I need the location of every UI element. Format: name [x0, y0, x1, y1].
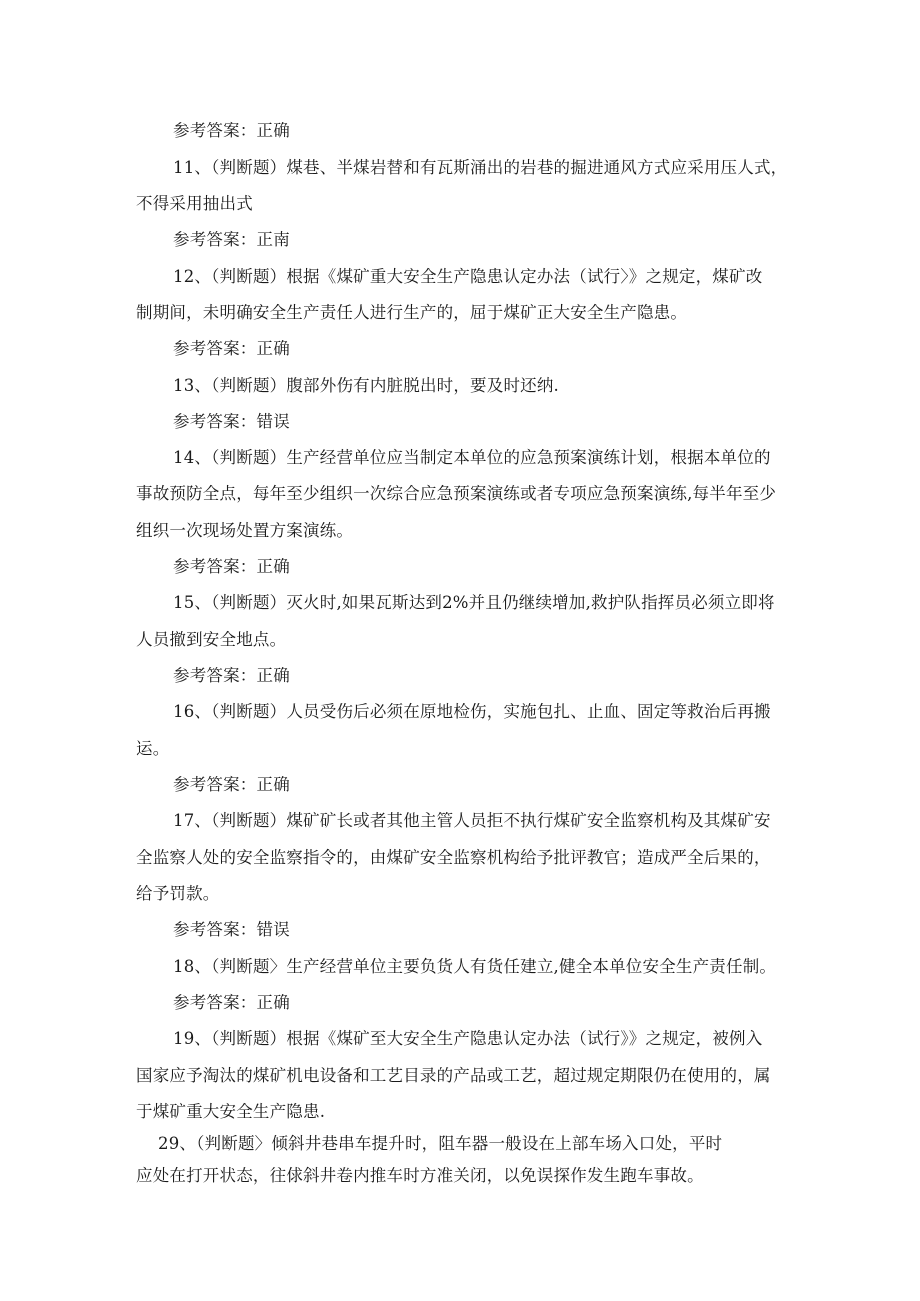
question-14-cont: 事故预防全点，每年至少组织一次综合应急预案演练或者专项应急预案演练,每半年至少 [136, 484, 777, 503]
question-14: 14、（判断题）生产经营单位应当制定本单位的应急预案演练计划，根据本单位的 [173, 448, 771, 467]
question-19-cont: 国家应予淘汰的煤矿机电设备和工艺目录的产品或工艺，超过规定期限仍在使用的，属 [136, 1066, 771, 1085]
answer-line: 参考答案：正确 [173, 339, 290, 358]
answer-line: 参考答案：正确 [173, 666, 290, 685]
answer-line: 参考答案：正南 [173, 230, 290, 249]
question-14-cont: 组织一次现场处置方案演练。 [136, 521, 354, 540]
question-11-cont: 不得采用抽出式 [136, 194, 253, 213]
question-12-cont: 制期间，未明确安全生产责任人进行生产的，屈于煤矿正大安全生产隐患。 [136, 303, 688, 322]
question-19: 19、（判断题）根据《煤矿至大安全生产隐患认定办法（试行》》之规定，被例入 [173, 1029, 763, 1048]
question-16-cont: 运。 [136, 739, 170, 758]
question-19-cont: 于煤矿重大安全生产隐患. [136, 1102, 326, 1121]
question-11: 11、（判断题）煤巷、半煤岩替和有瓦斯涌出的岩巷的掘进通风方式应采用压人式， [173, 158, 788, 177]
question-17: 17、（判断题）煤矿矿长或者其他主管人员拒不执行煤矿安全监察机构及其煤矿安 [173, 811, 771, 830]
question-29-cont: 应处在打开状态，往俅斜井卷内推车时方准关闭，以免误探作发生跑车事故。 [136, 1166, 704, 1185]
question-16: 16、（判断题）人员受伤后必须在原地检伤，实施包扎、止血、固定等救治后再搬 [173, 702, 771, 721]
answer-line: 参考答案：正确 [173, 775, 290, 794]
question-12: 12、（判断题）根据《煤矿重大安全生产隐患认定办法（试行〉》之规定，煤矿改 [173, 267, 763, 286]
answer-line: 参考答案：正确 [173, 121, 290, 140]
answer-line: 参考答案：错误 [173, 920, 290, 939]
question-17-cont: 全监察人处的安全监察指令的，由煤矿安全监察机构给予批评教官；造成严全后果的， [136, 848, 771, 867]
answer-line: 参考答案：正确 [173, 557, 290, 576]
question-15-cont: 人员撤到安全地点。 [136, 630, 287, 649]
answer-line: 参考答案：正确 [173, 993, 290, 1012]
question-15: 15、（判断题）灭火时,如果瓦斯达到2%并且仍继续增加,救护队指挥员必须立即将 [173, 593, 775, 612]
question-17-cont: 给予罚款。 [136, 884, 220, 903]
question-18: 18、（判断题〉生产经营单位主要负货人有货任建立,健全本单位安全生产责任制。 [173, 957, 777, 976]
answer-line: 参考答案：错误 [173, 412, 290, 431]
question-13: 13、（判断题）腹部外伤有内脏脱出时，要及时还纳. [173, 376, 559, 395]
question-29: 29、（判断题〉倾斜井巷串车提升时，阻车器一般设在上部车场入口处，平时 [158, 1134, 723, 1153]
